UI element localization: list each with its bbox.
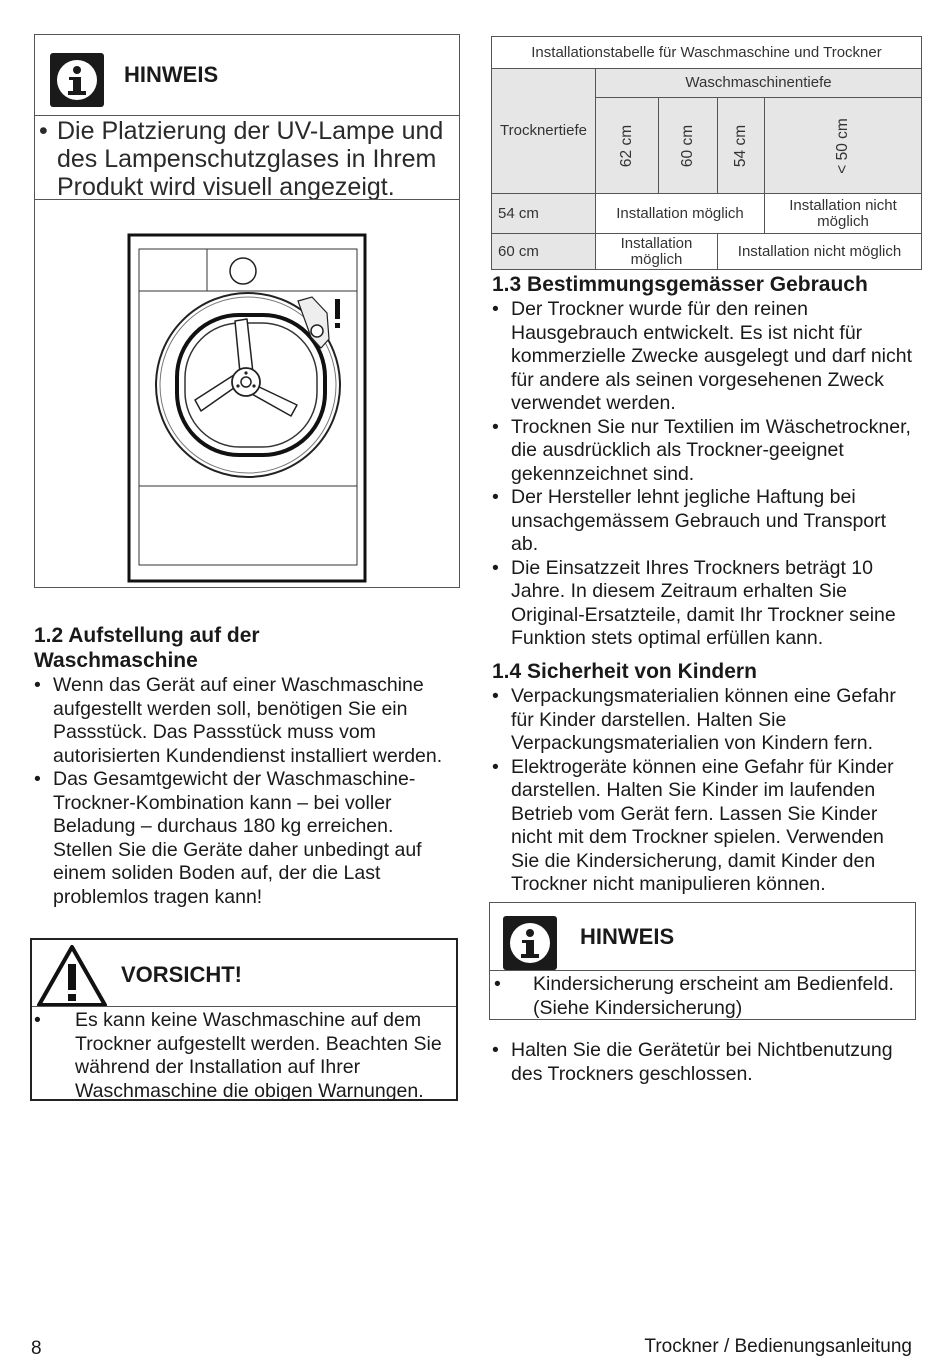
section-1-2-list — [34, 674, 454, 909]
list-item: • Das Gesamtgewicht der Waschmaschine-Trockner-Kombination kann – bei voller Beladung – durchaus 180 kg erreichen. Stellen Sie die Geräte daher unbedingt auf einem soliden Boden auf, der die Last problemlos tragen kann! — [34, 768, 454, 909]
list-item: • Die Einsatzzeit Ihres Trockners beträgt 10 Jahre. In diesem Zeitraum erhalten Sie Original-Ersatzteile, damit Ihr Trockner seine Funktion stets optimal erfüllen kann. — [492, 557, 917, 651]
notice-text: • Die Platzierung der UV-Lampe und des Lampenschutzglases in Ihrem Produkt wird visuell angezeigt. — [39, 117, 444, 201]
column-header: < 50 cm — [765, 98, 922, 194]
table-cell: Installation möglich — [596, 194, 765, 234]
page-number: 8 — [31, 1338, 42, 1359]
info-icon — [503, 916, 557, 970]
section-heading-1-2: 1.2 Aufstellung auf der Waschmaschine — [34, 624, 260, 672]
caution-text: • Es kann keine Waschmaschine auf dem Trockner aufgestellt werden. Beachten Sie während der Installation auf Ihrer Waschmaschine die obigen Warnungen. — [34, 1009, 442, 1102]
dryer-illustration — [127, 233, 367, 583]
section-heading-1-4: 1.4 Sicherheit von Kindern — [492, 660, 757, 683]
list-item: • Verpackungsmaterialien können eine Gefahr für Kinder darstellen. Halten Sie Verpackungsmaterialien von Kindern fern. — [492, 685, 917, 756]
section-1-3-list — [492, 298, 917, 651]
caution-box — [30, 938, 458, 1101]
washer-depth-header: Waschmaschinentiefe — [596, 69, 922, 98]
table-cell: Installation nicht möglich — [718, 234, 922, 270]
list-item: • Der Hersteller lehnt jegliche Haftung bei unsachgemässem Gebrauch und Transport ab. — [492, 486, 917, 557]
notice-box-uv-lamp — [34, 34, 460, 588]
caution-title: VORSICHT! — [121, 962, 242, 987]
column-header: 54 cm — [718, 98, 765, 194]
table-cell: Installation möglich — [596, 234, 718, 270]
notice-box-child-lock — [489, 902, 916, 1020]
table-title: Installationstabelle für Waschmaschine und Trockner — [492, 37, 922, 69]
column-header: 62 cm — [596, 98, 659, 194]
list-item: • Wenn das Gerät auf einer Waschmaschine aufgestellt werden soll, benötigen Sie ein Passstück. Das Passstück muss vom autorisierten Kundendienst installiert werden. — [34, 674, 454, 768]
section-1-4-list — [492, 685, 917, 897]
warning-triangle-icon — [36, 944, 108, 1008]
notice-title: HINWEIS — [124, 62, 219, 87]
dryer-depth-header: Trocknertiefe — [492, 69, 596, 194]
list-item: • Halten Sie die Gerätetür bei Nichtbenutzung des Trockners geschlossen. — [492, 1039, 917, 1086]
list-item: • Trocknen Sie nur Textilien im Wäschetrockner, die ausdrücklich als Trockner-geeignet gekennzeichnet sind. — [492, 416, 917, 487]
installation-table — [491, 36, 922, 270]
row-header: 54 cm — [492, 194, 596, 234]
row-header: 60 cm — [492, 234, 596, 270]
list-item: • Der Trockner wurde für den reinen Hausgebrauch entwickelt. Es ist nicht für kommerzielle Zwecke ausgelegt und darf nicht für andere als seinen vorgesehenen Zweck verwendet werden. — [492, 298, 917, 416]
column-header: 60 cm — [659, 98, 718, 194]
info-icon — [50, 53, 104, 107]
table-cell: Installation nicht möglich — [765, 194, 922, 234]
notice-title: HINWEIS — [580, 924, 675, 949]
notice-text: • Kindersicherung erscheint am Bedienfeld. (Siehe Kindersicherung) — [494, 973, 894, 1019]
section-heading-1-3: 1.3 Bestimmungsgemässer Gebrauch — [492, 273, 868, 296]
final-list — [492, 1039, 917, 1086]
list-item: • Elektrogeräte können eine Gefahr für Kinder darstellen. Halten Sie Kinder im laufenden Betrieb vom Gerät fern. Lassen Sie Kinder nicht mit dem Trockner spielen. Verwenden Sie die Kindersicherung, damit Kinder den Trockner nicht manipulieren können. — [492, 756, 917, 897]
footer-title: Trockner / Bedienungsanleitung — [644, 1336, 912, 1357]
